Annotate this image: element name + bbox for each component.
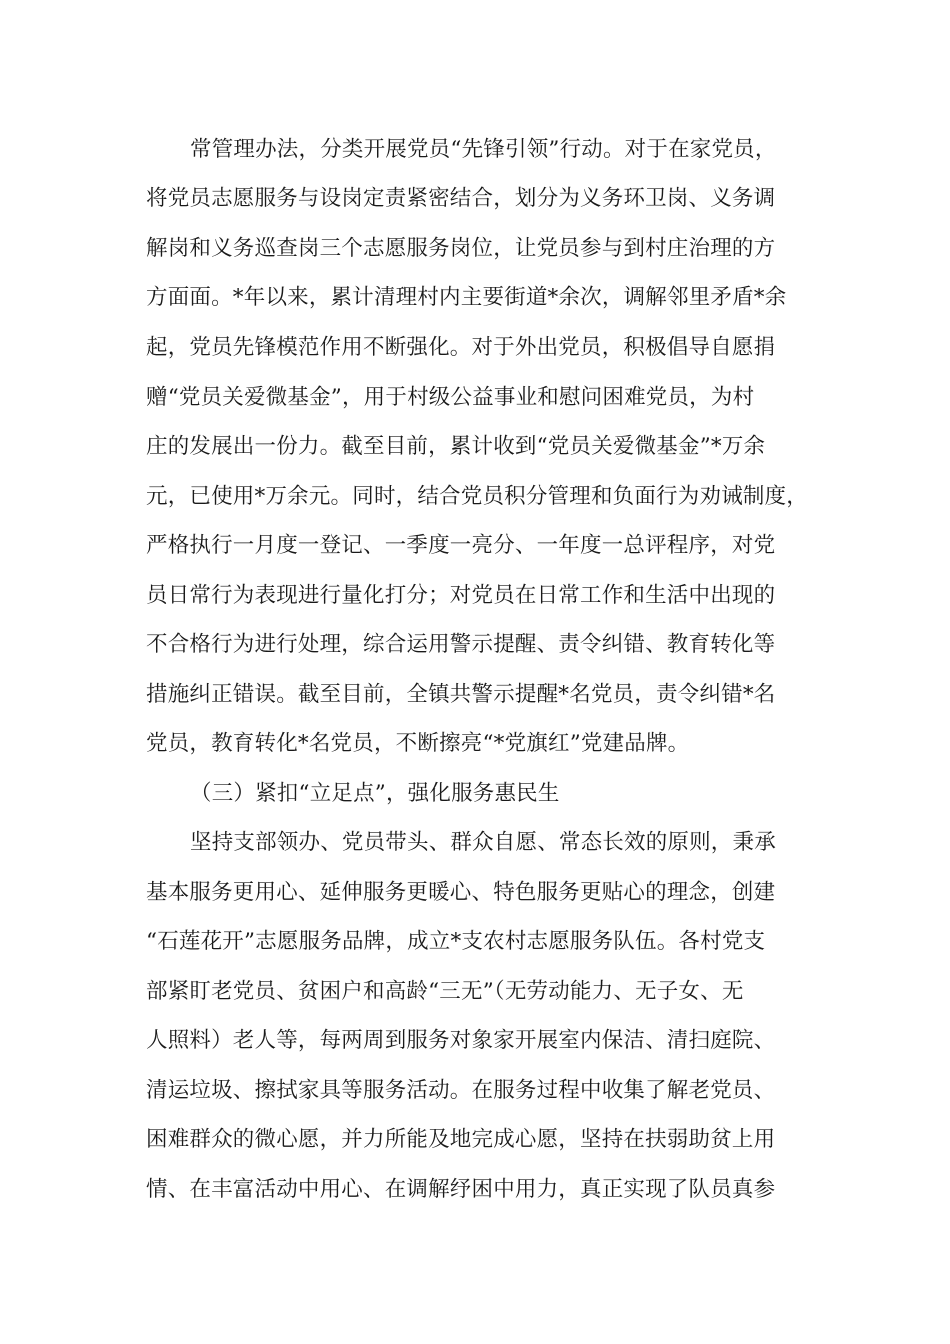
paragraph-line: 庄的发展出一份力。截至目前，累计收到“党员关爱微基金”*万余 (146, 434, 766, 459)
section-heading: （三）紧扣“立足点”，强化服务惠民生 (190, 781, 560, 806)
paragraph-line: 元，已使用*万余元。同时，结合党员积分管理和负面行为劝诫制度， (146, 484, 808, 509)
paragraph-line: 员日常行为表现进行量化打分；对党员在日常工作和生活中出现的 (146, 583, 776, 608)
paragraph-line: 党员，教育转化*名党员，不断擦亮“*党旗红”党建品牌。 (146, 731, 690, 756)
paragraph-line: 严格执行一月度一登记、一季度一亮分、一年度一总评程序，对党 (146, 533, 776, 558)
paragraph-line: 不合格行为进行处理，综合运用警示提醒、责令纠错、教育转化等 (146, 632, 776, 657)
paragraph-line: 清运垃圾、擦拭家具等服务活动。在服务过程中收集了解老党员、 (146, 1078, 776, 1103)
paragraph-line: 将党员志愿服务与设岗定责紧密结合，划分为义务环卫岗、义务调 (146, 186, 776, 211)
paragraph-line: 常管理办法，分类开展党员“先锋引领”行动。对于在家党员， (190, 137, 777, 162)
paragraph-line: 措施纠正错误。截至目前，全镇共警示提醒*名党员，责令纠错*名 (146, 682, 776, 707)
paragraph-line: 部紧盯老党员、贫困户和高龄“三无”（无劳动能力、无子女、无 (146, 979, 744, 1004)
paragraph-line: 起，党员先锋模范作用不断强化。对于外出党员，积极倡导自愿捐 (146, 335, 776, 360)
paragraph-line: 人照料）老人等，每两周到服务对象家开展室内保洁、清扫庭院、 (146, 1028, 776, 1053)
paragraph-line: 情、在丰富活动中用心、在调解纾困中用力，真正实现了队员真参 (146, 1177, 776, 1202)
paragraph-line: 困难群众的微心愿，并力所能及地完成心愿，坚持在扶弱助贫上用 (146, 1127, 776, 1152)
paragraph-line: 赠“党员关爱微基金”，用于村级公益事业和慰问困难党员，为村 (146, 385, 755, 410)
paragraph-line: 方面面。*年以来，累计清理村内主要街道*余次，调解邻里矛盾*余 (146, 285, 787, 310)
paragraph-line: 解岗和义务巡查岗三个志愿服务岗位，让党员参与到村庄治理的方 (146, 236, 776, 261)
paragraph-line: “石莲花开”志愿服务品牌，成立*支农村志愿服务队伍。各村党支 (146, 929, 766, 954)
paragraph-line: 基本服务更用心、延伸服务更暖心、特色服务更贴心的理念，创建 (146, 880, 776, 905)
paragraph-line: 坚持支部领办、党员带头、群众自愿、常态长效的原则，秉承 (190, 830, 776, 855)
